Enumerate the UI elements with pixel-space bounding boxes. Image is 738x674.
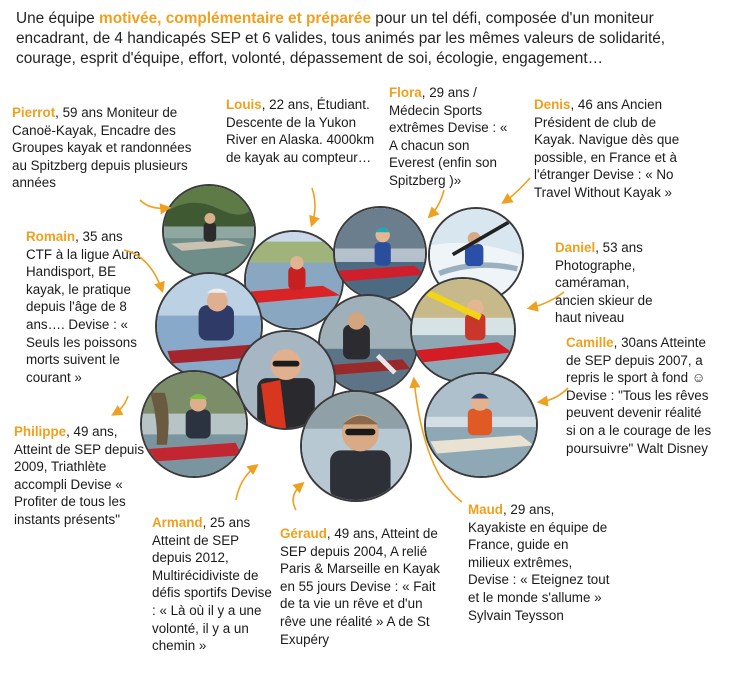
photo-camille: [410, 277, 516, 383]
photo-armand: [140, 370, 248, 478]
bio-camille: , 30ans Atteinte de SEP depuis 2007, a repris le sport à fond ☺ Devise : "Tous les rêves peuvent devenir réalité si on a le courage de les poursuivre" Walt Disney: [566, 335, 712, 456]
name-romain: Romain: [26, 229, 76, 244]
photo-geraud: [300, 390, 412, 502]
bio-pierrot: , 59 ans Moniteur de Canoë-Kayak, Encadre des Groupes kayak et randonnées au Spitzberg depuis plusieurs années: [12, 105, 192, 191]
bio-philippe: , 49 ans, Atteint de SEP depuis 2009, Triathlète accompli Devise « Profiter de tous les instants présents": [14, 424, 145, 527]
caption-flora: [389, 84, 509, 190]
bio-denis: , 46 ans Ancien Président de club de Kayak. Navigue dès que possible, en France et à l'étranger Devise : « No Travel Without Kayak »: [534, 97, 680, 200]
caption-louis: [226, 96, 376, 166]
bio-maud: , 29 ans, Kayakiste en équipe de France, guide en milieux extrêmes, Devise : « Eteignez tout et le monde s'allume » Sylvain Teysson: [468, 502, 610, 623]
name-louis: Louis: [226, 97, 262, 112]
arrow-geraud: [293, 484, 302, 510]
caption-maud: [468, 501, 610, 624]
arrow-flora: [430, 190, 444, 216]
name-daniel: Daniel: [555, 240, 596, 255]
intro-paragraph: [16, 9, 728, 69]
bio-geraud: , 49 ans, Atteint de SEP depuis 2004, A relié Paris & Marseille en Kayak en 55 jours Devise : « Fait de ta vie un rêve et d'un rêve une réalité » A de St Exupéry: [280, 526, 441, 647]
caption-romain: [26, 228, 144, 386]
name-maud: Maud: [468, 502, 503, 517]
name-flora: Flora: [389, 85, 422, 100]
name-denis: Denis: [534, 97, 571, 112]
caption-camille: [566, 334, 714, 457]
name-philippe: Philippe: [14, 424, 67, 439]
photo-pierrot: [162, 184, 256, 278]
name-camille: Camille: [566, 335, 614, 350]
caption-armand: [152, 514, 272, 655]
arrow-armand: [236, 466, 256, 500]
caption-daniel: [555, 239, 665, 327]
arrow-camille: [540, 388, 568, 402]
bio-daniel: , 53 ans Photographe, caméraman, ancien skieur de haut niveau: [555, 240, 653, 326]
arrow-louis: [312, 188, 315, 224]
intro-highlight: motivée, complémentaire et préparée: [99, 10, 372, 27]
arrow-philippe: [114, 396, 128, 414]
name-geraud: Géraud: [280, 526, 327, 541]
photo-flora: [333, 206, 427, 300]
caption-philippe: [14, 423, 149, 529]
intro-text-end: pour un tel défi, composée d'un moniteur encadrant, de 4 handicapés SEP et 6 valides, tous animés par les mêmes valeurs de solidarité, courage, esprit d'équipe, effort, volonté, dépassement de soi, écologie, engagement…: [16, 10, 666, 67]
caption-pierrot: [12, 104, 202, 192]
name-pierrot: Pierrot: [12, 105, 56, 120]
caption-denis: [534, 96, 694, 202]
caption-geraud: [280, 525, 442, 648]
bio-romain: , 35 ans CTF à la ligue Aura Handisport, BE kayak, le pratique depuis l'âge de 8 ans…. Devise : « Seuls les poissons morts suivent le courant »: [26, 229, 141, 385]
intro-text-start: Une équipe: [16, 10, 100, 27]
bio-armand: , 25 ans Atteint de SEP depuis 2012, Multirécidiviste de défis sportifs Devise : « Là où il y a une volonté, il y a un chemin »: [152, 515, 272, 654]
arrow-pierrot: [140, 200, 168, 208]
photo-maud: [424, 372, 538, 478]
name-armand: Armand: [152, 515, 203, 530]
bio-flora: , 29 ans / Médecin Sports extrêmes Devise : « A chacun son Everest (enfin son Spitzberg )»: [389, 85, 508, 188]
bio-louis: , 22 ans, Étudiant. Descente de la Yukon River en Alaska. 4000km de kayak au compteur…: [226, 97, 375, 165]
